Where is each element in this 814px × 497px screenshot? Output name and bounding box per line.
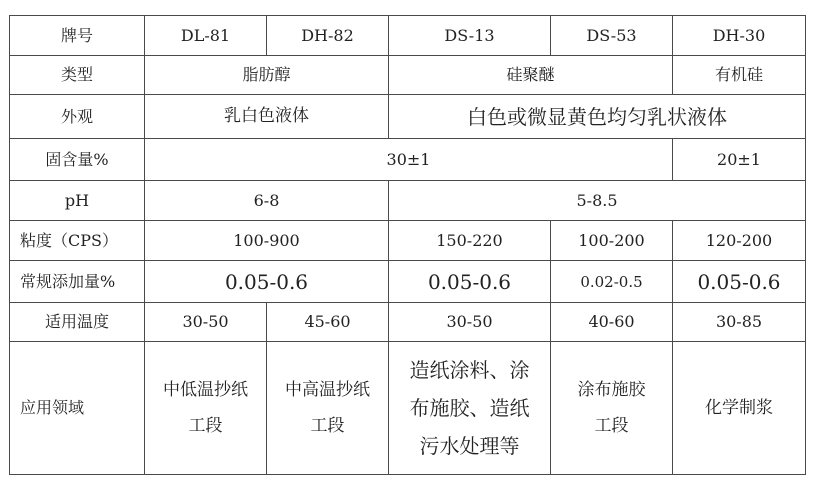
cell-temp-ds13: 30-50	[389, 303, 551, 342]
cell-viscosity-120-200: 120-200	[673, 221, 806, 261]
cell-grade-ds53: DS-53	[551, 16, 673, 56]
row-label-temperature: 适用温度	[10, 303, 145, 342]
cell-viscosity-150-220: 150-220	[389, 221, 551, 261]
cell-viscosity-100-900: 100-900	[145, 221, 389, 261]
cell-app-dh30	[673, 342, 806, 475]
cell-app-ds13-line1: 造纸涂料、涂	[409, 358, 530, 382]
cell-grade-dl81: DL-81	[145, 16, 267, 56]
row-label-ph: pH	[10, 181, 145, 221]
cell-temp-dh82: 45-60	[267, 303, 389, 342]
cell-appearance-milky: 乳白色液体	[145, 95, 389, 139]
row-appearance	[10, 95, 806, 139]
cell-solids-20: 20±1	[673, 139, 806, 181]
cell-app-ds53	[551, 342, 673, 475]
cell-type-silicone-polyether: 硅聚醚	[389, 56, 673, 95]
cell-app-dl81-line2: 工段	[188, 416, 223, 436]
cell-grade-dh82: DH-82	[267, 16, 389, 56]
cell-temp-dl81: 30-50	[145, 303, 267, 342]
cell-app-ds13-line2: 布施胶、造纸	[409, 396, 530, 420]
row-label-grade: 牌号	[10, 16, 145, 56]
cell-app-dh82-line1: 中高温抄纸	[285, 380, 370, 400]
cell-app-ds13-line3: 污水处理等	[419, 434, 520, 458]
row-label-application: 应用领域	[10, 342, 145, 475]
cell-grade-ds13: DS-13	[389, 16, 551, 56]
row-label-viscosity: 粘度（CPS）	[10, 221, 145, 261]
row-dosage	[10, 261, 806, 303]
row-application	[10, 342, 806, 475]
row-ph	[10, 181, 806, 221]
cell-type-silicone: 有机硅	[673, 56, 806, 95]
cell-temp-dh30: 30-85	[673, 303, 806, 342]
cell-app-dh82-line2: 工段	[310, 416, 345, 436]
cell-appearance-white-emulsion: 白色或微显黄色均匀乳状液体	[389, 95, 806, 139]
cell-app-dl81-line1: 中低温抄纸	[163, 380, 248, 400]
row-solids	[10, 139, 806, 181]
cell-grade-dh30: DH-30	[673, 16, 806, 56]
row-label-type: 类型	[10, 56, 145, 95]
cell-app-ds53-line2: 工段	[594, 416, 629, 436]
cell-ph-6-8: 6-8	[145, 181, 389, 221]
row-viscosity	[10, 221, 806, 261]
cell-dosage-ds13: 0.05-0.6	[389, 261, 551, 303]
cell-app-dl81	[145, 342, 267, 475]
row-grade	[10, 16, 806, 56]
cell-dosage-dl-dh: 0.05-0.6	[145, 261, 389, 303]
product-spec-table	[9, 15, 806, 475]
cell-temp-ds53: 40-60	[551, 303, 673, 342]
cell-type-fatty-alcohol: 脂肪醇	[145, 56, 389, 95]
row-label-appearance: 外观	[10, 95, 145, 139]
row-label-solids: 固含量%	[10, 139, 145, 181]
cell-app-dh30-line1: 化学制浆	[705, 398, 773, 418]
row-type	[10, 56, 806, 95]
cell-app-dh82	[267, 342, 389, 475]
cell-ph-5-8.5: 5-8.5	[389, 181, 806, 221]
cell-dosage-dh30: 0.05-0.6	[673, 261, 806, 303]
cell-app-ds13	[389, 342, 551, 475]
row-label-dosage: 常规添加量%	[10, 261, 145, 303]
spec-sheet	[9, 15, 806, 475]
cell-solids-30: 30±1	[145, 139, 673, 181]
cell-dosage-ds53: 0.02-0.5	[551, 261, 673, 303]
cell-app-ds53-line1: 涂布施胶	[577, 380, 646, 400]
row-temperature	[10, 303, 806, 342]
cell-viscosity-100-200: 100-200	[551, 221, 673, 261]
